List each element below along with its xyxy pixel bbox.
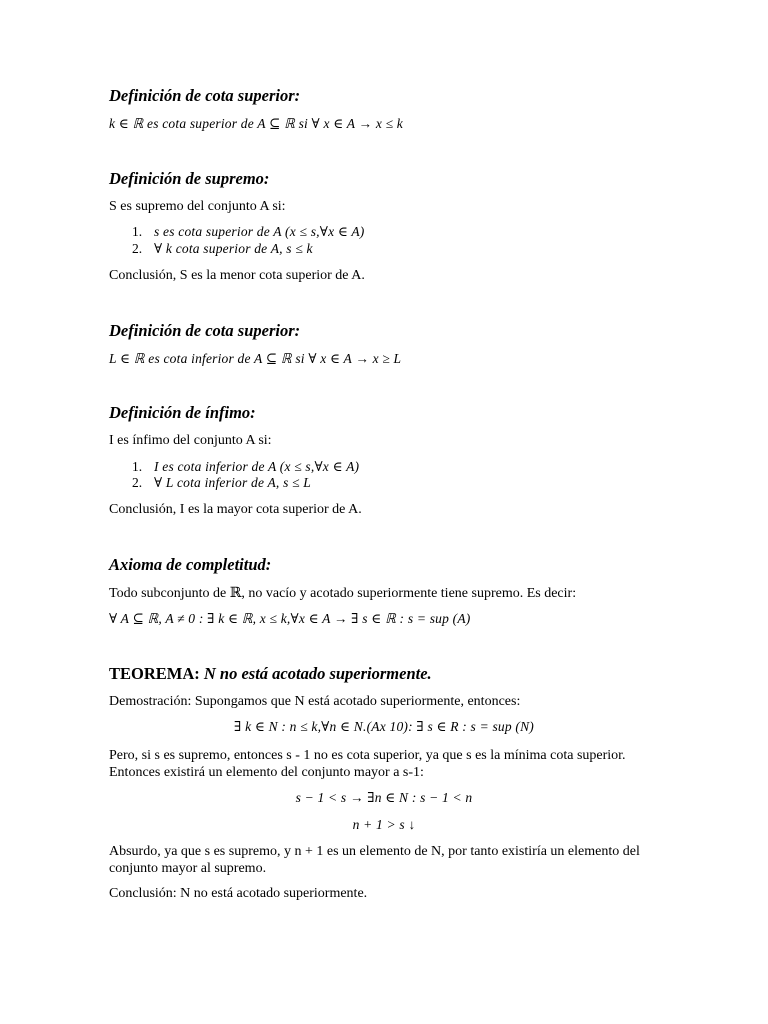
- list-text: I es cota inferior de A (x ≤ s,∀x ∈ A): [154, 459, 360, 474]
- supremo-item-1: [132, 224, 365, 240]
- infimo-item-1: [132, 459, 359, 475]
- list-number: 1.: [132, 459, 143, 474]
- teorema-paragraph-1: Pero, si s es supremo, entonces s - 1 no es cota superior, ya que s es la mínima cota superior. Entonces existirá un elemento del conjunto mayor a s-1:: [109, 748, 626, 780]
- heading-infimo: Definición de ínfimo:: [109, 403, 256, 422]
- teorema-paragraph-2: Absurdo, ya que s es supremo, y n + 1 es un elemento de N, por tanto existiría un elemento del conjunto mayor al supremo.: [109, 844, 640, 876]
- infimo-intro: I es ínfimo del conjunto A si:: [109, 433, 272, 448]
- teorema-conclusion: Conclusión: N no está acotado superiormente.: [109, 886, 368, 901]
- formula-axioma: ∀ A ⊆ ℝ, A ≠ 0 : ∃ k ∈ ℝ, x ≤ k,∀x ∈ A → ∃ s ∈ ℝ : s = sup (A): [109, 611, 471, 626]
- list-number: 2.: [132, 241, 143, 256]
- teorema-demo: Demostración: Supongamos que N está acotado superiormente, entonces:: [109, 694, 521, 709]
- teorema-title: N no está acotado superiormente.: [199, 664, 432, 683]
- formula-teorema-3: n + 1 > s ↓: [352, 817, 416, 832]
- list-text: s es cota superior de A (x ≤ s,∀x ∈ A): [154, 224, 365, 239]
- formula-teorema-1: ∃ k ∈ N : n ≤ k,∀n ∈ N.(Ax 10): ∃ s ∈ R : s = sup (N): [234, 719, 534, 734]
- list-text: ∀ L cota inferior de A, s ≤ L: [154, 475, 311, 490]
- infimo-item-2: [132, 475, 311, 491]
- supremo-conclusion: Conclusión, S es la menor cota superior de A.: [109, 268, 365, 283]
- heading-cota-superior: Definición de cota superior:: [109, 86, 301, 105]
- formula-cota-inferior: L ∈ ℝ es cota inferior de A ⊆ ℝ si ∀ x ∈ A → x ≥ L: [109, 351, 402, 366]
- teorema-label: TEOREMA:: [109, 664, 200, 683]
- supremo-intro: S es supremo del conjunto A si:: [109, 199, 286, 214]
- list-number: 1.: [132, 224, 143, 239]
- supremo-item-2: [132, 241, 313, 257]
- heading-teorema: [109, 664, 432, 684]
- list-text: ∀ k cota superior de A, s ≤ k: [154, 241, 313, 256]
- formula-cota-superior: k ∈ ℝ es cota superior de A ⊆ ℝ si ∀ x ∈ A → x ≤ k: [109, 116, 403, 131]
- formula-teorema-2: s − 1 < s → ∃n ∈ N : s − 1 < n: [295, 790, 473, 805]
- axioma-text: Todo subconjunto de ℝ, no vacío y acotado superiormente tiene supremo. Es decir:: [109, 586, 577, 601]
- list-number: 2.: [132, 475, 143, 490]
- heading-cota-inferior: Definición de cota superior:: [109, 321, 301, 340]
- heading-supremo: Definición de supremo:: [109, 169, 270, 188]
- infimo-conclusion: Conclusión, I es la mayor cota superior de A.: [109, 502, 362, 517]
- heading-axioma: Axioma de completitud:: [109, 555, 272, 574]
